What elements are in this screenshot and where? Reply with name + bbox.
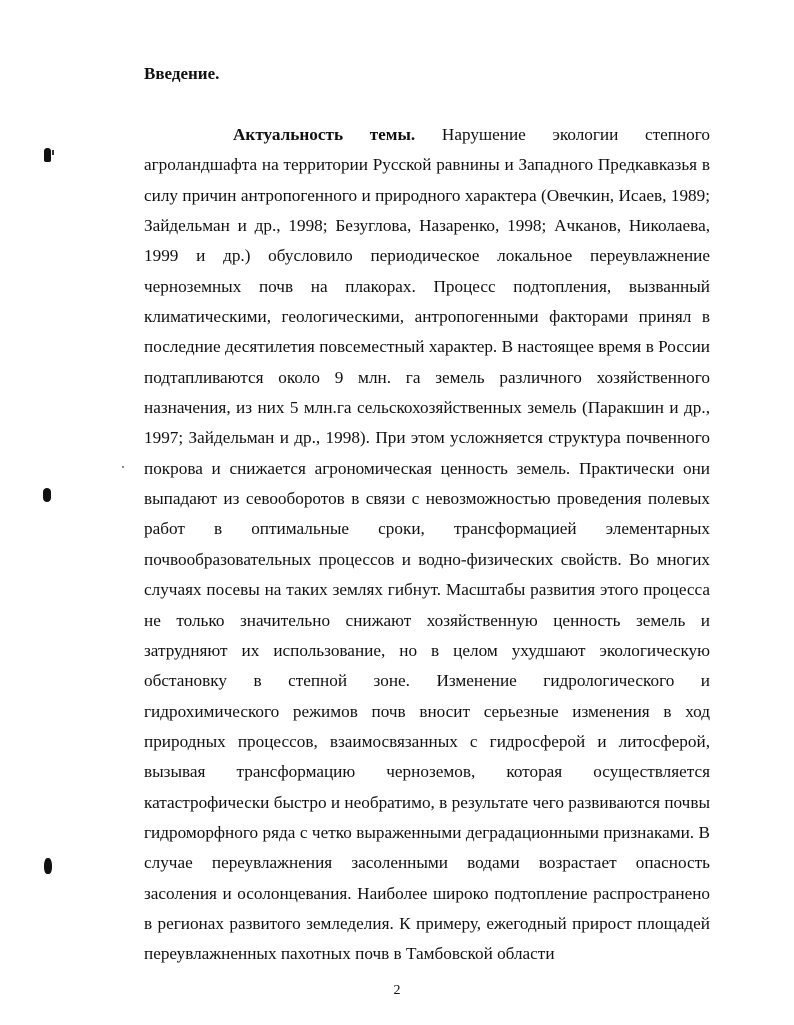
page-number: 2 — [393, 983, 401, 998]
section-heading: Введение. — [144, 64, 220, 83]
body-paragraph — [144, 120, 710, 970]
scan-artifact-mark — [44, 148, 51, 162]
scan-artifact-mark — [44, 858, 52, 874]
scan-artifact-mark — [122, 466, 124, 468]
topic-label: Актуальность темы. — [233, 125, 416, 144]
scan-artifact-mark — [52, 150, 54, 155]
paragraph-text: Нарушение экологии степного агроландшафта на территории Русской равнины и Западного Предкавказья в силу причин антропогенного и природного характера (Овечкин, Исаев, 1989; Зайдельман и др., 1998; Безуглова, Назаренко, 1998; Ачканов, Николаева, 1999 и др.) обусловило периодическое локальное переувлажнение черноземных почв на плакорах. Процесс подтопления, вызванный климатическими, геологическими, антропогенными факторами принял в последние десятилетия повсеместный характер. В настоящее время в России подтапливаются около 9 млн. га земель различного хозяйственного назначения, из них 5 млн.га сельскохозяйственных земель (Паракшин и др., 1997; Зайдельман и др., 1998). При этом усложняется структура почвенного покрова и снижается агрономическая ценность земель. Практически они выпадают из севооборотов в связи с невозможностью проведения полевых работ в оптимальные сроки, трансформацией элементарных почвообразовательных процессов и водно-физических свойств. Во многих случаях посевы на таких землях гибнут. Масштабы развития этого процесса не только значительно снижают хозяйственную ценность земель и затрудняют их использование, но в целом ухудшают экологическую обстановку в степной зоне. Изменение гидрологического и гидрохимического режимов почв вносит серьезные изменения в ход природных процессов, взаимосвязанных с гидросферой и литосферой, вызывая трансформацию черноземов, которая осуществляется катастрофически быстро и необратимо, в результате чего развиваются почвы гидроморфного ряда с четко выраженными деградационными признаками. В случае переувлажнения засоленными водами возрастает опасность засоления и осолонцевания. Наиболее широко подтопление распространено в регионах развитого земледелия. К примеру, ежегодный прирост площадей переувлажненных пахотных почв в Тамбовской области — [144, 125, 710, 964]
scan-artifact-mark — [43, 488, 51, 502]
